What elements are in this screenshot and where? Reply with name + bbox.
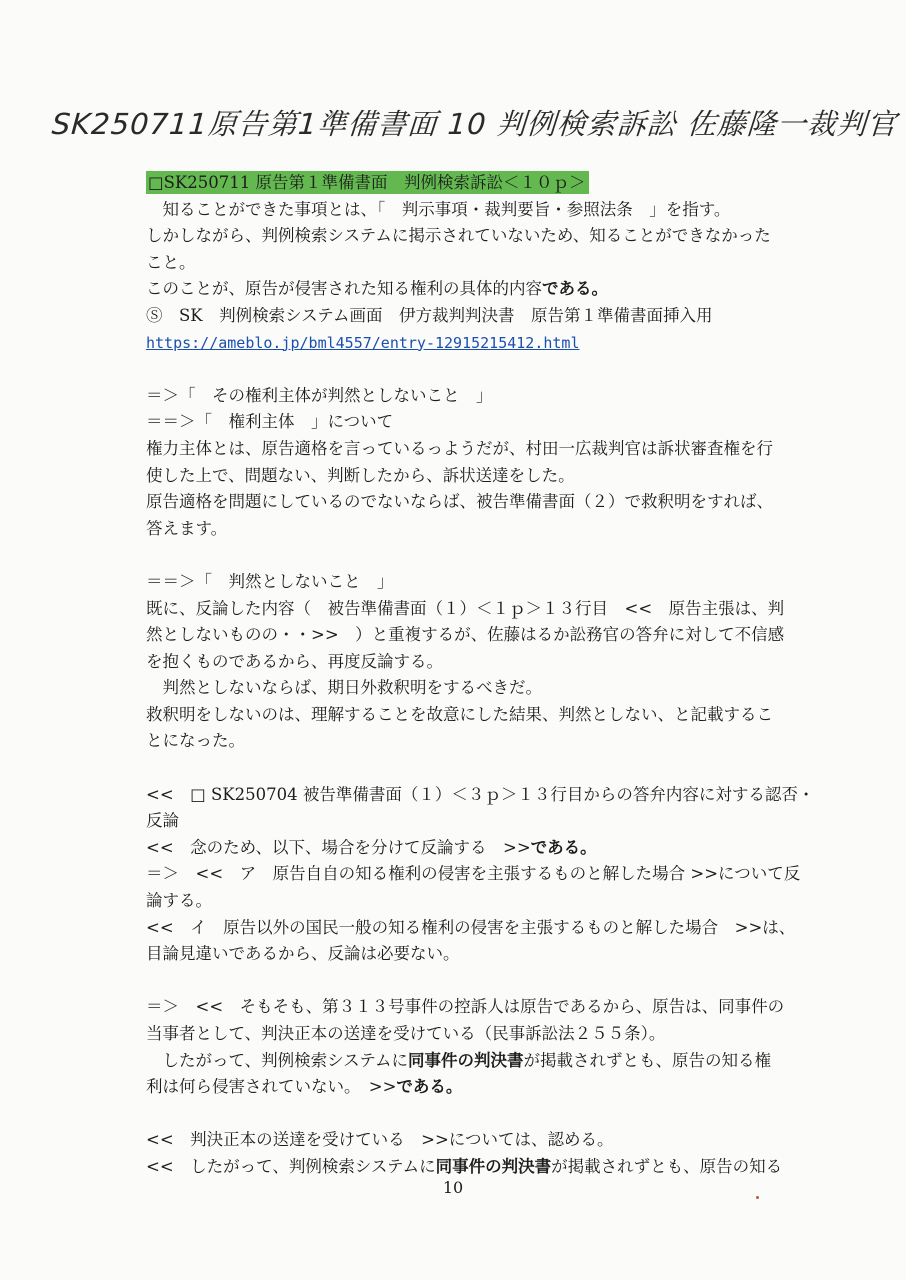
text-line: 知ることができた事項とは、「 判示事項・裁判要旨・参照法条 」を指す。 — [146, 199, 731, 219]
document-body — [146, 170, 858, 1181]
text-line: したがって、判例検索システムに同事件の判決書が掲載されずとも、原告の知る権 — [146, 1050, 772, 1070]
section-heading — [146, 170, 858, 197]
text-line: 判然としないならば、期日外救釈明をするべきだ。 — [146, 678, 542, 698]
text-line: ＝＞ << そもそも、第３１３号事件の控訴人は原告であるから、原告は、同事件の — [146, 997, 785, 1017]
blank-line — [146, 356, 858, 383]
text-line — [146, 330, 858, 357]
text-line: 論する。 — [146, 891, 212, 911]
text-line: 使した上で、問題ない、判断したから、訴状送達をした。 — [146, 465, 575, 485]
blank-line — [146, 1101, 858, 1128]
text-line: 原告適格を問題にしているのでないならば、被告準備書面（２）で救釈明をすれば、 — [146, 492, 773, 512]
text-line: ＝＝＞「 判然としないこと 」 — [146, 571, 394, 591]
text-line: << イ 原告以外の国民一般の知る権利の侵害を主張するものと解した場合 >>は、 — [146, 917, 796, 937]
handwritten-header: SK250711原告第1準備書面 10 判例検索訴訟 佐藤隆一裁判官 — [50, 107, 899, 141]
text-line: << したがって、判例検索システムに同事件の判決書が掲載されずとも、原告の知る — [146, 1156, 783, 1176]
body-lines — [146, 197, 858, 1181]
text-line: こと。 — [146, 252, 196, 272]
text-line: しかしながら、判例検索システムに掲示されていないため、知ることができなかった — [146, 226, 771, 246]
reference-link[interactable]: https://ameblo.jp/bml4557/entry-12915215412.html — [146, 333, 580, 352]
heading-highlight: □SK250711 原告第１準備書面 判例検索訴訟＜１０ｐ＞ — [146, 171, 589, 194]
text-line: 権力主体とは、原告適格を言っているっようだが、村田一広裁判官は訴状審査権を行 — [146, 438, 773, 458]
text-line: 答えます。 — [146, 518, 228, 538]
text-line: 救釈明をしないのは、理解することを故意にした結果、判然としない、と記載するこ — [146, 704, 773, 724]
blank-line — [146, 755, 858, 782]
text-line: << □ SK250704 被告準備書面（１）＜３ｐ＞１３行目からの答弁内容に対する認否・ — [146, 784, 815, 804]
text-line: Ⓢ SK 判例検索システム画面 伊方裁判判決書 原告第１準備書面挿入用 — [146, 305, 713, 325]
text-line: ＝＞ << ア 原告自自の知る権利の侵害を主張するものと解した場合 >>について反 — [146, 864, 801, 884]
text-line: << 判決正本の送達を受けている >>については、認める。 — [146, 1130, 614, 1150]
text-line: を抱くものであるから、再度反論する。 — [146, 651, 443, 671]
text-line: 利は何ら侵害されていない。 >>である。 — [146, 1077, 463, 1097]
scan-speck — [756, 1196, 759, 1199]
text-line: 目論見違いであるから、反論は必要ない。 — [146, 944, 460, 964]
text-line: << 念のため、以下、場合を分けて反論する >>である。 — [146, 837, 597, 857]
text-line: ＝＝＞「 権利主体 」について — [146, 412, 394, 432]
text-line: このことが、原告が侵害された知る権利の具体的内容である。 — [146, 279, 608, 299]
text-line: 既に、反論した内容（ 被告準備書面（１）＜１ｐ＞１３行目 << 原告主張は、判 — [146, 598, 785, 618]
blank-line — [146, 968, 858, 995]
page-number: 10 — [442, 1178, 464, 1197]
blank-line — [146, 542, 858, 569]
text-line: 当事者として、判決正本の送達を受けている（民事訴訟法２５５条）。 — [146, 1024, 666, 1043]
text-line: ＝＞「 その権利主体が判然としないこと 」 — [146, 385, 493, 405]
text-line: とになった。 — [146, 731, 245, 751]
text-line: 然としないものの・・>> ）と重複するが、佐藤はるか訟務官の答弁に対して不信感 — [146, 625, 785, 645]
text-line: 反論 — [146, 811, 179, 831]
